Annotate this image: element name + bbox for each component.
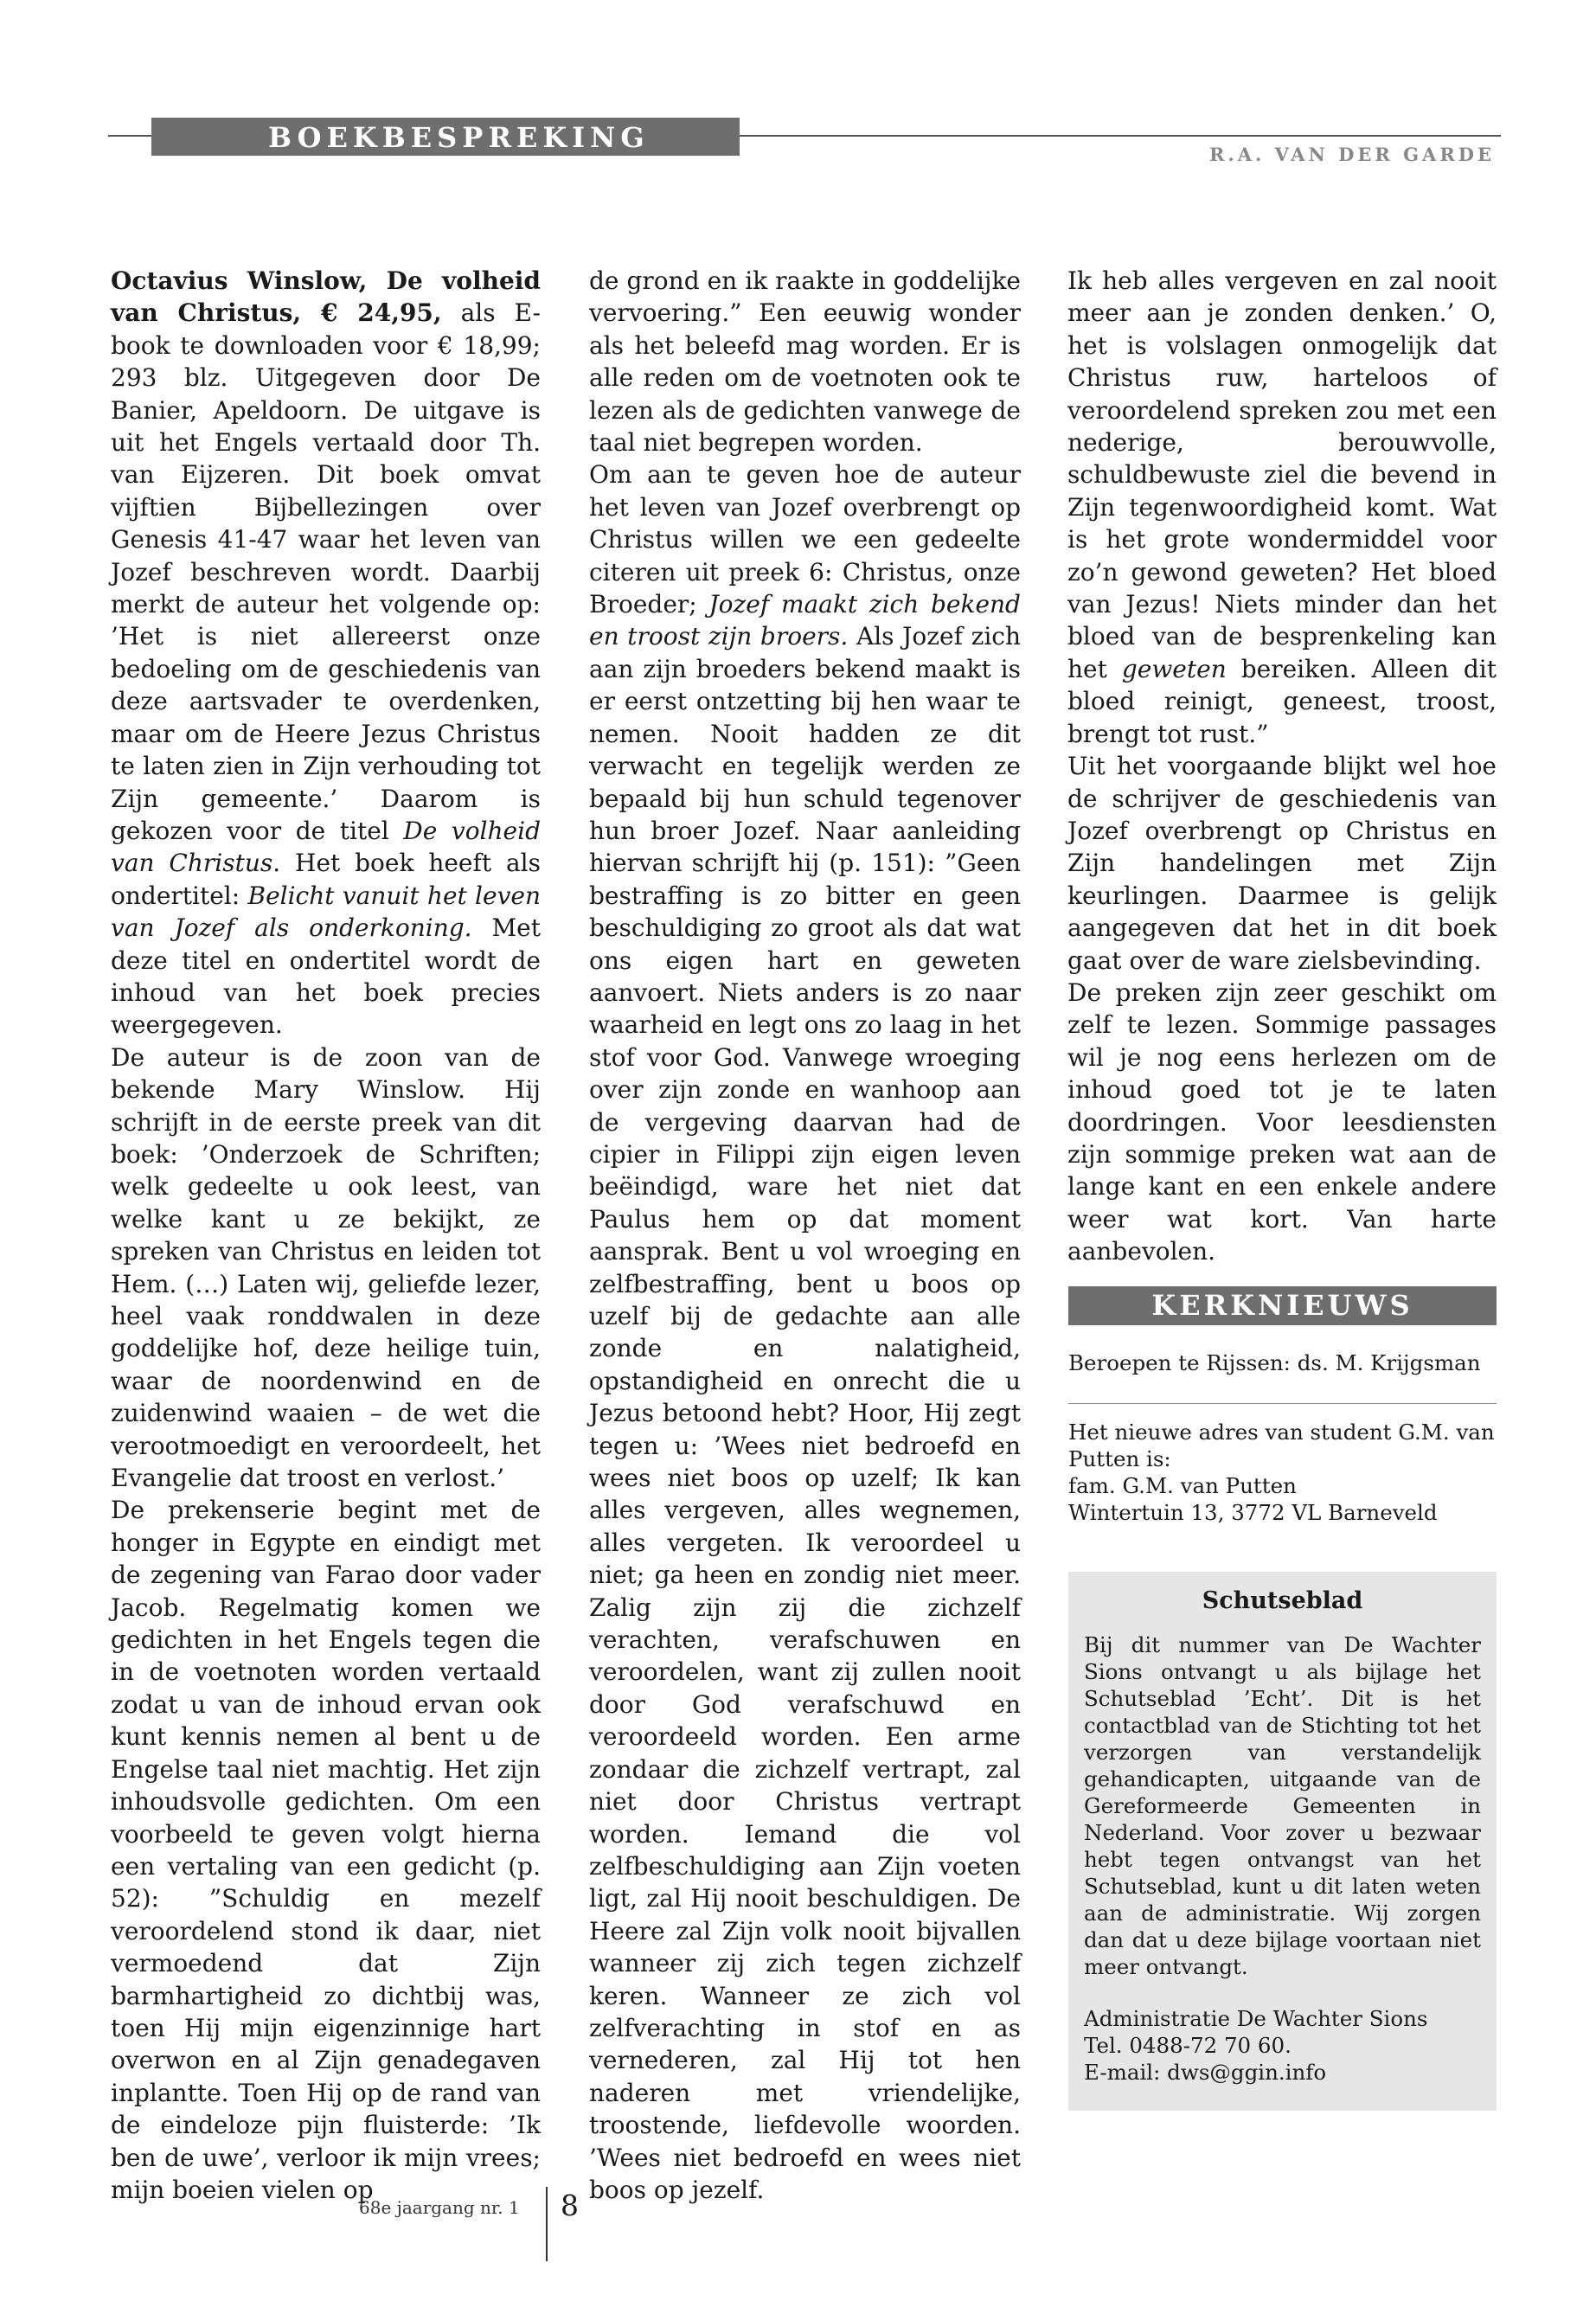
article-author: R.A. VAN DER GARDE — [1208, 144, 1495, 165]
footer-divider — [546, 2187, 548, 2261]
article-paragraph: Ik heb alles vergeven en zal nooit meer aan je zonden denken.’ O, het is volslagen onmogelijk dat Christus ruw, harteloos of veroordelend spreken zou met een nederige, berouwvolle, schuldbewuste ziel die bevend in Zijn tegenwoordigheid komt. Wat is het grote wondermiddel voor zo’n gewond geweten? Het bloed van Jezus! Niets minder dan het bloed van de besprenkeling kan het geweten bereiken. Alleen dit bloed reinigt, geneest, troost, brengt tot rust.” — [1067, 266, 1497, 748]
article-column-3 — [1067, 265, 1497, 1268]
schutseblad-contact: Administratie De Wachter Sions Tel. 0488-72 70 60. E-mail: dws@ggin.info — [1084, 2006, 1428, 2085]
article-paragraph: Octavius Winslow, De volheid van Christus, € 24,95, als E-book te downloaden voor € 18,99; 293 blz. Uitgegeven door De Banier, Apeldoorn. De uitgave is uit het Engels vertaald door Th. van Eijzeren. Dit boek omvat vijftien Bijbellezingen over Genesis 41-47 waar het leven van Jozef beschreven wordt. Daarbij merkt de auteur het volgende op: ’Het is niet allereerst onze bedoeling om de geschiedenis van deze aartsvader te overdenken, maar om de Heere Jezus Christus te laten zien in Zijn verhouding tot Zijn gemeente.’ Daarom is gekozen voor de titel De volheid van Christus. Het boek heeft als ondertitel: Belicht vanuit het leven van Jozef als onderkoning. Met deze titel en ondertitel wordt de inhoud van het boek precies weergegeven. — [111, 266, 542, 1040]
section-title: BOEKBESPREKING — [268, 121, 650, 154]
article-paragraph: Uit het voorgaande blijkt wel hoe de schrijver de geschiedenis van Jozef overbrengt op Christus en Zijn handelingen met Zijn keurlingen. Daarmee is gelijk aangegeven dat het in dit boek gaat over de ware zielsbevinding. — [1067, 752, 1497, 975]
schutseblad-title: Schutseblad — [1202, 1587, 1363, 1614]
schutseblad-body: Bij dit nummer van De Wachter Sions ontvangt u als bijlage het Schutseblad ’Echt’. Dit is het contactblad van de Stichting tot het verzorgen van verstandelijk gehandicapten, uitgaande van de Gereformeerde Gemeenten in Nederland. Voor zover u bezwaar hebt tegen ontvangst van het Schutseblad, kunt u dit laten weten aan de administratie. Wij zorgen dan dat u deze bijlage voortaan niet meer ontvangt. — [1084, 1632, 1481, 1979]
article-paragraph: Om aan te geven hoe de auteur het leven van Jozef overbrengt op Christus willen we een gedeelte citeren uit preek 6: Christus, onze Broeder; Jozef maakt zich bekend en troost zijn broers. Als Jozef zich aan zijn broeders bekend maakt is er eerst ontzetting bij hen waar te nemen. Nooit hadden ze dit verwacht en tegelijk werden ze bepaald bij hun schuld tegenover hun broer Jozef. Naar aanleiding hiervan schrijft hij (p. 151): ”Geen bestraffing is zo bitter en geen beschuldiging zo groot als dat wat ons eigen hart en geweten aanvoert. Niets anders is zo naar waarheid en legt ons zo laag in het stof voor God. Vanwege wroeging over zijn zonde en wanhoop aan de vergeving daarvan had de cipier in Filippi zijn eigen leven beëindigd, ware het niet dat Paulus hem op dat moment aansprak. Bent u vol wroeging en zelfbestraffing, bent u boos op uzelf bij de gedachte aan alle zonde en nalatigheid, opstandigheid en onrecht die u Jezus betoond hebt? Hoor, Hij zegt tegen u: ’Wees niet bedroefd en wees niet boos op uzelf; Ik kan alles vergeven, alles wegnemen, alles vergeten. Ik veroordeel u niet; ga heen en zondig niet meer. Zalig zijn zij die zichzelf verachten, verafschuwen en veroordelen, want zij zullen nooit door God verafschuwd en veroordeeld worden. Een arme zondaar die zichzelf vertrapt, zal niet door Christus vertrapt worden. Iemand die vol zelfbeschuldiging aan Zijn voeten ligt, zal Hij nooit beschuldigen. De Heere zal Zijn volk nooit bijvallen wanneer zij zich tegen zichzelf keren. Wanneer ze zich vol zelfverachting in stof en as vernederen, zal Hij tot hen naderen met vriendelijke, troostende, liefdevolle woorden. ’Wees niet bedroefd en wees niet boos op jezelf. — [589, 460, 1021, 2204]
article-paragraph: De preken zijn zeer geschikt om zelf te lezen. Sommige passages wil je nog eens herlezen om de inhoud goed tot je te laten doordringen. Voor leesdiensten zijn sommige preken wat aan de lange kant en een enkele andere weer wat kort. Van harte aanbevolen. — [1067, 977, 1497, 1266]
article-column-2 — [589, 265, 1021, 2206]
article-paragraph: De auteur is de zoon van de bekende Mary Winslow. Hij schrijft in de eerste preek van dit boek: ’Onderzoek de Schriften; welk gedeelte u ook leest, van welke kant u ze bekijkt, ze spreken van Christus en leiden tot Hem. (…) Laten wij, geliefde lezer, heel vaak ronddwalen in deze goddelijke hof, deze heilige tuin, waar de noordenwind en de zuidenwind waaien – de wet die verootmoedigt en veroordeelt, het Evangelie dat troost en verlost.’ — [111, 1042, 541, 1493]
article-column-1 — [111, 265, 541, 2206]
page-number: 8 — [561, 2189, 579, 2222]
volume-label: 68e jaargang nr. 1 — [359, 2197, 520, 2218]
article-paragraph: de grond en ik raakte in goddelijke vervoering.” Een eeuwig wonder als het beleefd mag worden. Er is alle reden om de voetnoten ook te lezen als de gedichten vanwege de taal niet begrepen worden. — [589, 266, 1021, 458]
kerknieuws-item: Het nieuwe adres van student G.M. van Putten is: fam. G.M. van Putten Wintertuin 13, 3772 VL Barneveld — [1068, 1420, 1495, 1525]
divider — [1068, 1403, 1497, 1404]
book-reference: Octavius Winslow, De volheid van Christus, € 24,95, — [111, 266, 541, 328]
kerknieuws-item: Beroepen te Rijssen: ds. M. Krijgsman — [1068, 1350, 1481, 1375]
kerknieuws-heading: KERKNIEUWS — [1068, 1286, 1497, 1325]
article-paragraph: De prekenserie begint met de honger in Egypte en eindigt met de zegening van Farao door vader Jacob. Regelmatig komen we gedichten in het Engels tegen die in de voetnoten worden vertaald zodat u van de inhoud ervan ook kunt kennis nemen al bent u de Engelse taal niet machtig. Het zijn inhoudsvolle gedichten. Om een voorbeeld te geven volgt hierna een vertaling van een gedicht (p. 52): ”Schuldig en mezelf veroordelend stond ik daar, niet vermoedend dat Zijn barmhartigheid zo dichtbij was, toen Hij mijn eigenzinnige hart overwon en al Zijn genadegaven inplantte. Toen Hij op de rand van de eindeloze pijn fluisterde: ’Ik ben de uwe’, verloor ik mijn vrees; mijn boeien vielen op — [111, 1496, 541, 2204]
